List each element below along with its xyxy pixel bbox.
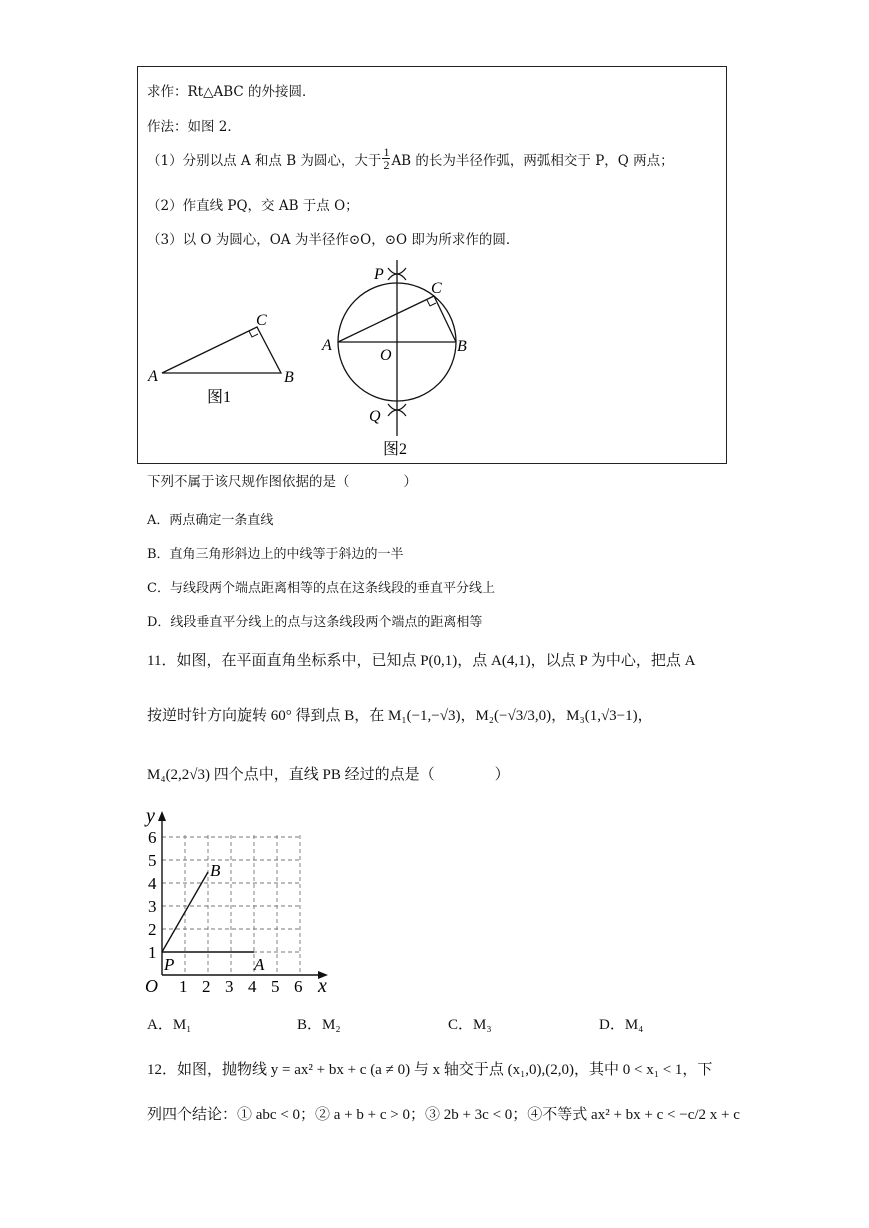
x-tick-1: 1 [179, 977, 188, 996]
label-a: A [322, 337, 332, 354]
x-axis-label: x [318, 975, 327, 997]
y-axis-label: y [146, 805, 155, 827]
q11-option-d: D．M₄ [599, 1017, 644, 1033]
figure-2 [310, 256, 490, 462]
label-c: C [256, 312, 267, 329]
label-p: P [374, 266, 384, 283]
q11-line-1: 11．如图，在平面直角坐标系中，已知点 P(0,1)，点 A(4,1)，以点 P 为中心，把点 A [147, 653, 696, 669]
q10-option-b: B．直角三角形斜边上的中线等于斜边的一半 [147, 547, 404, 562]
label-c: C [431, 280, 442, 297]
right-angle-mark [249, 331, 258, 337]
box-line-1: 求作：Rt△ABC 的外接圆． [147, 84, 316, 100]
coordinate-graph [140, 800, 340, 1000]
q10-stem: 下列不属于该尺规作图依据的是（ ） [147, 474, 417, 490]
x-tick-3: 3 [225, 977, 234, 996]
q11-option-a: A．M₁ [147, 1017, 192, 1033]
label-b: B [457, 338, 467, 355]
q10-option-c: C．与线段两个端点距离相等的点在这条线段的垂直平分线上 [147, 581, 495, 596]
triangle-abc [162, 327, 281, 373]
q10-option-d: D．线段垂直平分线上的点与这条线段两个端点的距离相等 [147, 615, 483, 630]
q11-line-2: 按逆时针方向旋转 60° 得到点 B，在 M₁(−1,−√3)，M₂(−√3/3,0)，M₃(1,√3−1)， [147, 708, 653, 724]
box-line-2: 作法：如图 2． [147, 119, 241, 135]
step1-text-b: AB 的长为半径作弧，两弧相交于 P，Q 两点； [391, 152, 674, 169]
origin-label: O [145, 976, 158, 996]
point-b-label: B [210, 861, 221, 880]
grid [162, 835, 300, 975]
box-step-3: （3）以 O 为圆心，OA 为半径作⊙O，⊙O 即为所求作的圆． [147, 232, 520, 248]
q12-line-2: 列四个结论：① abc < 0；② a + b + c > 0；③ 2b + 3c < 0；④不等式 ax² + bx + c < −c/2 x + c [147, 1107, 740, 1123]
box-step-2: （2）作直线 PQ，交 AB 于点 O； [147, 198, 359, 214]
point-a-label: A [254, 955, 265, 974]
y-tick-3: 3 [148, 897, 157, 916]
x-tick-6: 6 [294, 977, 303, 996]
y-tick-5: 5 [148, 851, 157, 870]
y-tick-1: 1 [148, 943, 157, 962]
q12-line-1: 12．如图，抛物线 y = ax² + bx + c (a ≠ 0) 与 x 轴交于点 (x₁,0),(2,0)，其中 0 < x₁ < 1，下 [147, 1062, 713, 1078]
segment-cb [434, 296, 456, 342]
figure-1-caption: 图1 [207, 389, 232, 406]
q11-option-b: B．M₂ [297, 1017, 341, 1033]
box-step-1 [147, 146, 674, 171]
y-tick-4: 4 [148, 874, 157, 893]
fraction-numerator: 1 [383, 145, 390, 159]
q11-line-3: M₄(2,2√3) 四个点中，直线 PB 经过的点是（ ） [147, 767, 510, 783]
step1-text-a: （1）分别以点 A 和点 B 为圆心，大于 [147, 152, 382, 169]
y-tick-2: 2 [148, 920, 157, 939]
label-a: A [148, 368, 158, 385]
step1-fraction [382, 146, 390, 171]
figure-2-caption: 图2 [383, 441, 408, 458]
q10-option-a: A．两点确定一条直线 [147, 513, 274, 528]
q11-option-c: C．M₃ [448, 1017, 492, 1033]
y-tick-6: 6 [148, 828, 157, 847]
point-p-label: P [164, 955, 175, 974]
label-b: B [284, 369, 294, 386]
fraction-denominator: 2 [383, 158, 390, 172]
x-tick-2: 2 [202, 977, 211, 996]
x-tick-5: 5 [271, 977, 280, 996]
y-axis-arrow [158, 811, 166, 821]
right-angle-mark [427, 300, 436, 306]
label-q: Q [369, 408, 381, 425]
label-o: O [380, 347, 392, 364]
figure-1 [140, 300, 320, 410]
x-tick-4: 4 [248, 977, 257, 996]
